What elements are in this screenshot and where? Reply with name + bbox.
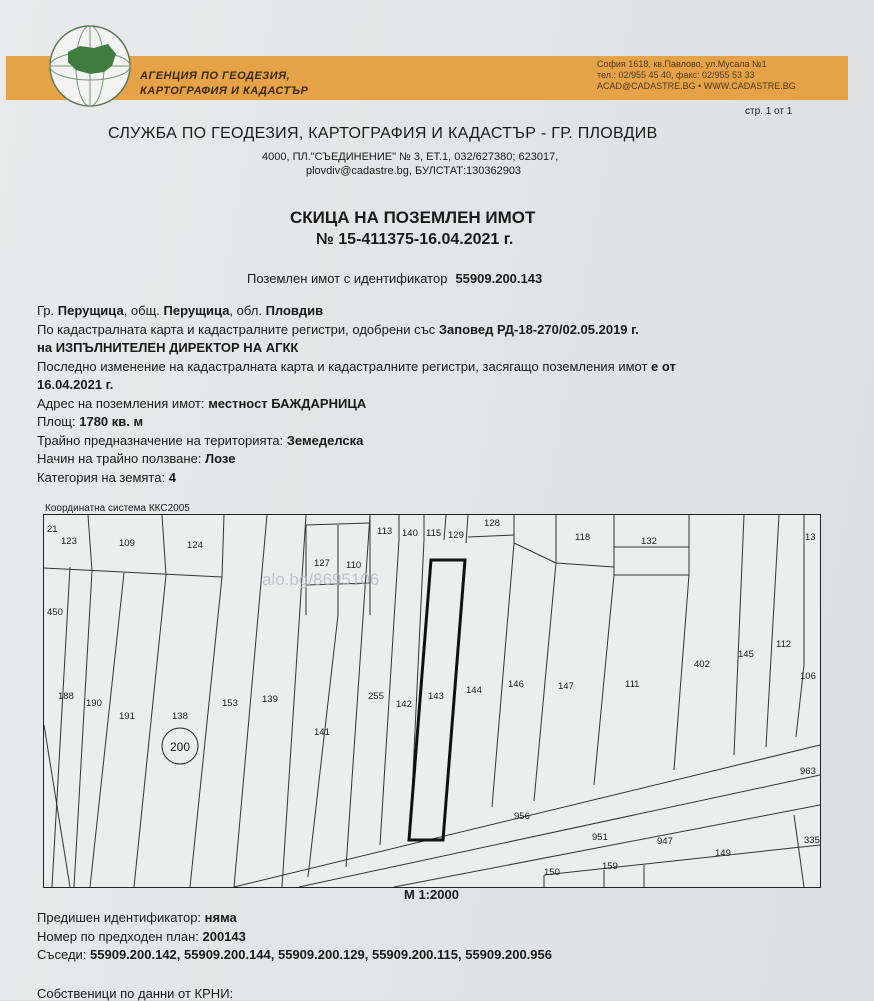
parcel-label: 118 — [575, 532, 591, 543]
page-number: стр. 1 от 1 — [745, 106, 793, 117]
parcel-label: 191 — [119, 711, 135, 722]
map-scale: М 1:2000 — [404, 887, 459, 902]
parcel-label: 956 — [514, 811, 530, 822]
info-area: Площ: 1780 кв. м — [37, 414, 144, 429]
parcel-label: 129 — [448, 530, 464, 541]
parcel-label: 141 — [314, 727, 330, 738]
info-approver: на ИЗПЪЛНИТЕЛЕН ДИРЕКТОР НА АГКК — [37, 340, 299, 355]
parcel-label: 335 — [804, 835, 820, 846]
parcel-label: 153 — [222, 698, 238, 709]
contact-phone: тел.: 02/955 45 40, факс: 02/955 53 33 — [597, 70, 755, 80]
info-purpose: Трайно предназначение на територията: Земеделска — [37, 432, 364, 448]
parcel-label: 13 — [805, 532, 816, 543]
identifier-label: Поземлен имот с идентификатор — [247, 271, 448, 286]
identifier-value: 55909.200.143 — [455, 271, 543, 286]
owners-label: Собственици по данни от КРНИ: — [37, 986, 234, 1001]
parcel-label: 147 — [558, 681, 574, 692]
info-approval: По кадастралната карта и кадастралните регистри, одобрени със Заповед РД-18-270/02.05.2019 г. — [37, 321, 639, 337]
info-category: Категория на земята: 4 — [37, 469, 176, 485]
parcel-label: 159 — [602, 861, 618, 872]
office-address: 4000, ПЛ."СЪЕДИНЕНИЕ" № 3, ЕТ.1, 032/627380; 623017, — [262, 151, 559, 163]
parcel-label: 255 — [368, 691, 384, 702]
parcel-labels — [44, 515, 820, 887]
parcel-label: 110 — [346, 560, 362, 571]
previous-plan-number: Номер по предходен план: 200143 — [37, 928, 246, 944]
parcel-label: 963 — [800, 766, 816, 777]
agency-name-line2: КАРТОГРАФИЯ И КАДАСТЪР — [140, 85, 309, 97]
property-info — [37, 302, 847, 487]
info-usage: Начин на трайно ползване: Лозе — [37, 451, 236, 466]
parcel-label: 123 — [61, 536, 77, 547]
watermark: alo.bg/8695106 — [262, 570, 380, 589]
contact-address: София 1618, кв.Павлово, ул.Мусала №1 — [597, 59, 767, 69]
parcel-label: 127 — [314, 558, 330, 569]
parcel-label: 200 — [170, 740, 191, 754]
parcel-label: 947 — [657, 836, 673, 847]
parcel-label: 450 — [47, 607, 63, 618]
parcel-label: 139 — [262, 694, 278, 705]
parcel-label: 109 — [119, 538, 135, 549]
parcel-label: 150 — [544, 867, 560, 878]
parcel-label: 145 — [738, 649, 754, 660]
neighbors: Съседи: 55909.200.142, 55909.200.144, 55909.200.129, 55909.200.115, 55909.200.956 — [37, 947, 552, 962]
parcel-label: 143 — [428, 691, 444, 702]
parcel-label: 146 — [508, 679, 524, 690]
office-title: СЛУЖБА ПО ГЕОДЕЗИЯ, КАРТОГРАФИЯ И КАДАСТЪР - ГР. ПЛОВДИВ — [108, 125, 658, 142]
footer-info — [37, 909, 552, 965]
cadastral-map — [43, 514, 821, 888]
agency-name-line1: АГЕНЦИЯ ПО ГЕОДЕЗИЯ, — [140, 70, 291, 82]
parcel-label: 113 — [377, 526, 393, 537]
parcel-label: 21 — [47, 524, 58, 535]
property-identifier — [247, 271, 542, 286]
parcel-label: 140 — [402, 528, 418, 539]
parcel-label: 132 — [641, 536, 657, 547]
parcel-label: 951 — [592, 832, 608, 843]
parcel-label: 142 — [396, 699, 412, 710]
agency-name — [140, 69, 308, 99]
parcel-label: 402 — [694, 659, 710, 670]
office-contact: plovdiv@cadastre.bg, БУЛСТАТ:130362903 — [306, 165, 522, 177]
parcel-label: 144 — [466, 685, 482, 696]
info-last-change-date: 16.04.2021 г. — [37, 377, 114, 392]
parcel-label: 124 — [187, 540, 203, 551]
previous-identifier: Предишен идентификатор: няма — [37, 910, 237, 925]
parcel-label: 111 — [625, 679, 640, 690]
parcel-label: 112 — [776, 639, 792, 650]
parcel-label: 138 — [172, 711, 188, 722]
parcel-label: 106 — [800, 671, 816, 682]
parcel-label: 115 — [426, 528, 442, 539]
parcel-label: 128 — [484, 518, 500, 529]
parcel-label: 190 — [86, 698, 102, 709]
info-location: Гр. Перущица, общ. Перущица, обл. Пловдив — [37, 303, 324, 318]
document-title: СКИЦА НА ПОЗЕМЛЕН ИМОТ — [290, 208, 536, 227]
agency-contacts — [597, 59, 796, 92]
info-last-change: Последно изменение на кадастралната карта и кадастралните регистри, засягащо поземления имот е от — [37, 358, 676, 374]
parcel-label: 149 — [715, 848, 731, 859]
document-number: № 15-411375-16.04.2021 г. — [316, 231, 514, 248]
globe-logo-icon — [46, 22, 134, 110]
coordinate-system: Координатна система ККС2005 — [45, 503, 190, 514]
parcel-label: 188 — [58, 691, 74, 702]
info-address: Адрес на поземления имот: местност БАЖДАРНИЦА — [37, 395, 367, 411]
contact-email-web: ACAD@CADASTRE.BG • WWW.CADASTRE.BG — [597, 81, 796, 91]
